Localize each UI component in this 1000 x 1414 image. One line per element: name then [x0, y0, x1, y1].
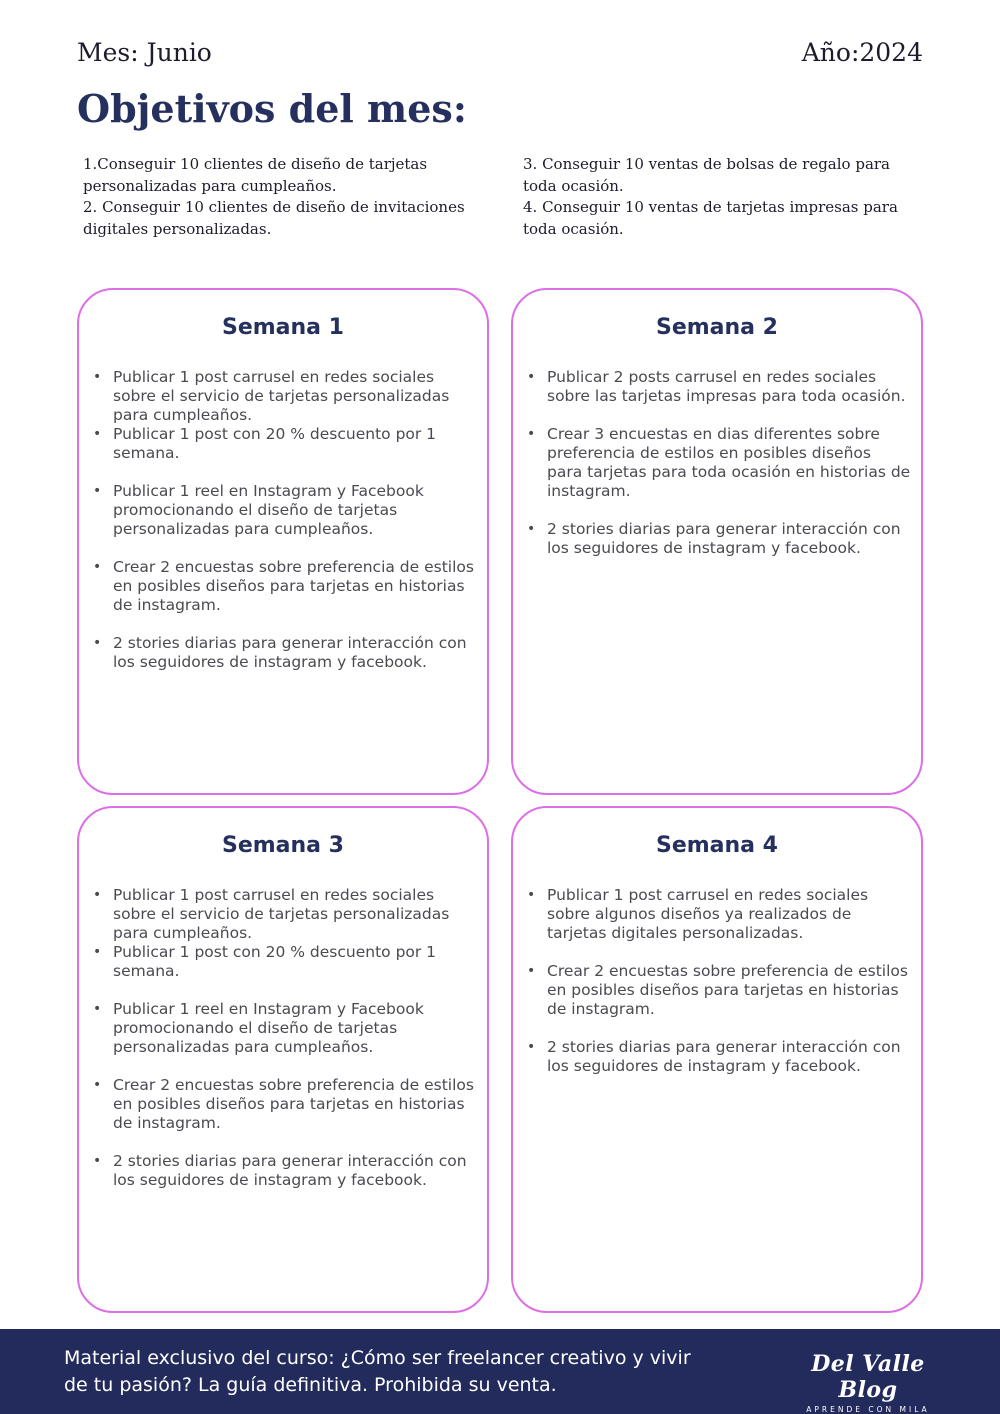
- logo-name: Del Valle Blog: [811, 1351, 925, 1403]
- task-text: Crear 2 encuestas sobre preferencia de estilos en posibles diseños para tarjetas en historias de instagram.: [113, 558, 474, 614]
- goal-item: 4. Conseguir 10 ventas de tarjetas impresas para toda ocasión.: [523, 198, 898, 238]
- task-item: [527, 962, 911, 1019]
- week-3-card: [77, 806, 489, 1313]
- task-text: Publicar 1 post con 20 % descuento por 1 semana.: [113, 943, 437, 980]
- bullet-icon: •: [93, 559, 102, 575]
- task-item: [93, 886, 477, 943]
- footer-notice: Material exclusivo del curso: ¿Cómo ser freelancer creativo y vivir de tu pasión? La guía definitiva. Prohibida su venta.: [64, 1347, 691, 1396]
- year-label: Año:2024: [801, 38, 923, 67]
- bullet-icon: •: [93, 483, 102, 499]
- task-item: [93, 943, 477, 981]
- week-4-card: [511, 806, 923, 1313]
- goals-right-column: [523, 154, 903, 240]
- week-title: Semana 4: [655, 833, 778, 858]
- task-text: Publicar 1 post con 20 % descuento por 1 semana.: [113, 425, 437, 462]
- task-text: 2 stories diarias para generar interacción con los seguidores de instagram y facebook.: [113, 634, 467, 671]
- bullet-icon: •: [527, 887, 536, 903]
- bullet-icon: •: [93, 635, 102, 651]
- task-item: [527, 368, 911, 406]
- week-title: Semana 3: [221, 833, 344, 858]
- task-text: Publicar 1 reel en Instagram y Facebook promocionando el diseño de tarjetas personalizadas para cumpleaños.: [113, 482, 424, 538]
- task-list: [93, 368, 477, 672]
- bullet-icon: •: [93, 426, 102, 442]
- task-item: [527, 1038, 911, 1076]
- task-item: [527, 886, 911, 943]
- task-item: [527, 520, 911, 558]
- week-title: Semana 2: [655, 315, 778, 340]
- task-list: [527, 886, 911, 1076]
- goals-left-column: [83, 154, 483, 240]
- bullet-icon: •: [527, 963, 536, 979]
- week-title: Semana 1: [221, 315, 344, 340]
- task-item: [93, 482, 477, 539]
- brand-logo: [788, 1351, 948, 1414]
- task-text: Publicar 1 post carrusel en redes sociales sobre el servicio de tarjetas personalizadas para cumpleaños.: [113, 886, 450, 942]
- task-text: Publicar 1 post carrusel en redes sociales sobre el servicio de tarjetas personalizadas para cumpleaños.: [113, 368, 450, 424]
- task-item: [527, 425, 911, 501]
- bullet-icon: •: [527, 521, 536, 537]
- task-text: Crear 2 encuestas sobre preferencia de estilos en posibles diseños para tarjetas en historias de instagram.: [113, 1076, 474, 1132]
- task-text: Publicar 2 posts carrusel en redes sociales sobre las tarjetas impresas para toda ocasión.: [547, 368, 906, 405]
- goal-item: 2. Conseguir 10 clientes de diseño de invitaciones digitales personalizadas.: [83, 198, 465, 238]
- bullet-icon: •: [527, 1039, 536, 1055]
- bullet-icon: •: [93, 887, 102, 903]
- month-label: Mes: Junio: [77, 38, 212, 67]
- bullet-icon: •: [93, 369, 102, 385]
- header-row: [77, 38, 923, 74]
- task-text: Crear 2 encuestas sobre preferencia de estilos en posibles diseños para tarjetas en historias de instagram.: [547, 962, 908, 1018]
- task-item: [93, 368, 477, 425]
- task-item: [93, 558, 477, 615]
- bullet-icon: •: [93, 1077, 102, 1093]
- week-2-card: [511, 288, 923, 795]
- task-list: [93, 886, 477, 1190]
- bullet-icon: •: [527, 426, 536, 442]
- bullet-icon: •: [93, 944, 102, 960]
- task-list: [527, 368, 911, 558]
- bullet-icon: •: [93, 1153, 102, 1169]
- week-1-card: [77, 288, 489, 795]
- task-item: [93, 1000, 477, 1057]
- logo-tagline: APRENDE CON MILA: [806, 1405, 930, 1414]
- task-item: [93, 1076, 477, 1133]
- bullet-icon: •: [93, 1001, 102, 1017]
- task-text: Crear 3 encuestas en dias diferentes sobre preferencia de estilos en posibles diseños para tarjetas para toda ocasión en historias de instagram.: [547, 425, 911, 500]
- task-text: 2 stories diarias para generar interacción con los seguidores de instagram y facebook.: [113, 1152, 467, 1189]
- page-title: Objetivos del mes:: [77, 86, 467, 131]
- goal-item: 3. Conseguir 10 ventas de bolsas de regalo para toda ocasión.: [523, 155, 891, 195]
- bullet-icon: •: [527, 369, 536, 385]
- task-item: [93, 425, 477, 463]
- task-text: 2 stories diarias para generar interacción con los seguidores de instagram y facebook.: [547, 1038, 901, 1075]
- goal-item: 1.Conseguir 10 clientes de diseño de tarjetas personalizadas para cumpleaños.: [83, 155, 428, 195]
- task-text: 2 stories diarias para generar interacción con los seguidores de instagram y facebook.: [547, 520, 901, 557]
- task-item: [93, 1152, 477, 1190]
- task-text: Publicar 1 reel en Instagram y Facebook promocionando el diseño de tarjetas personalizadas para cumpleaños.: [113, 1000, 424, 1056]
- task-item: [93, 634, 477, 672]
- task-text: Publicar 1 post carrusel en redes sociales sobre algunos diseños ya realizados de tarjetas digitales personalizadas.: [547, 886, 869, 942]
- footer-banner: [0, 1329, 1000, 1414]
